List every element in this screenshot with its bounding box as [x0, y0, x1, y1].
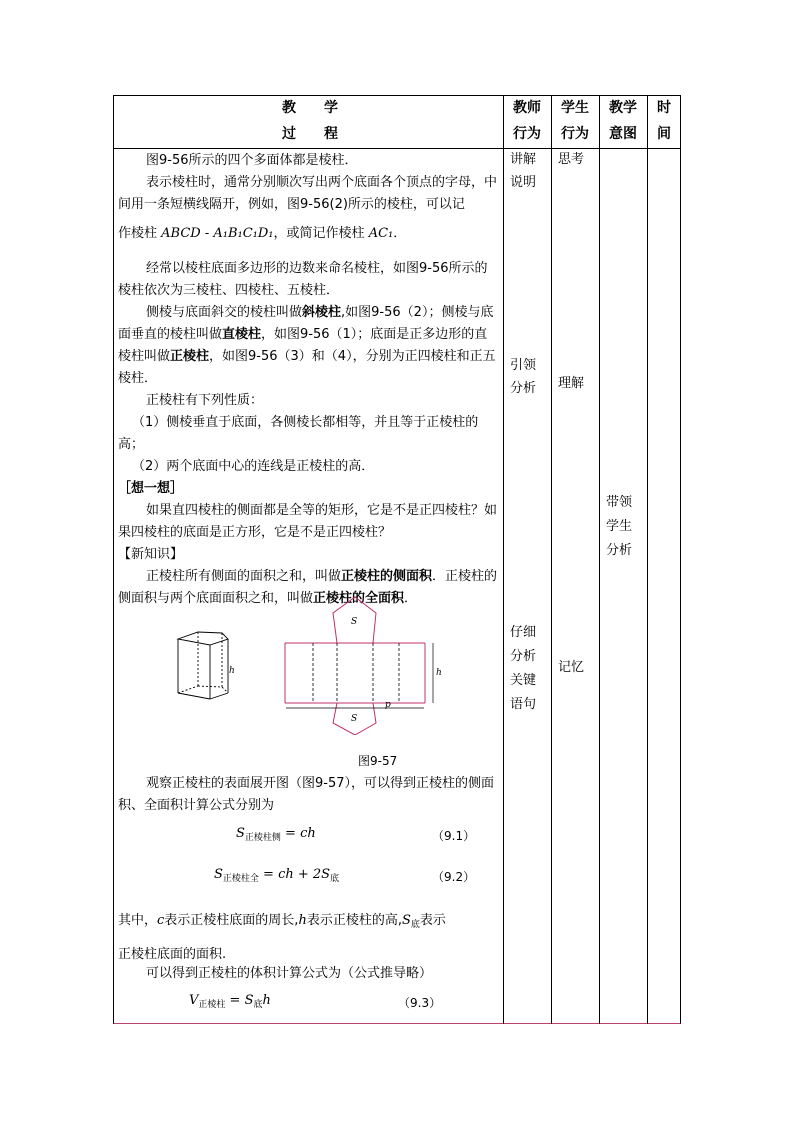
student-note: 理解 — [558, 376, 585, 391]
paragraph: 图9-56所示的四个多面体都是棱柱． — [146, 153, 358, 168]
term: 正棱柱的全面积 — [313, 591, 405, 606]
text-run: ． — [404, 591, 418, 606]
formula-subscript: 底 — [410, 920, 420, 930]
paragraph: （2）两个底面中心的连线是正棱柱的高． — [132, 459, 375, 474]
formula-subscript: 正棱柱 — [198, 1000, 226, 1010]
note-text: 分析 — [510, 381, 537, 396]
process-content-lower — [118, 773, 498, 817]
paragraph — [118, 302, 498, 390]
text-run: ． — [393, 226, 407, 241]
formula-expression: = S — [225, 993, 254, 1008]
paragraph — [118, 216, 498, 252]
paragraph: 表示棱柱时，通常分别顺次写出两个底面各个顶点的字母，中间用一条短横线隔开，例如，图9-56(2)所示的棱柱，可以记 — [118, 175, 498, 212]
header-intent — [599, 95, 647, 147]
section-title: 【新知识】 — [118, 547, 184, 562]
note-text: 语句 — [510, 697, 537, 712]
header-text: 教 学 — [282, 100, 338, 116]
header-text: 时 — [657, 100, 671, 116]
note-text: 引领 — [510, 358, 537, 373]
figure-caption: 图9-57 — [358, 754, 398, 768]
formula-number: （9.2） — [432, 870, 476, 884]
header-text: 教学 — [609, 100, 637, 116]
prism-short-notation: AC₁ — [368, 226, 394, 241]
teacher-note-3 — [510, 621, 536, 717]
note-text: 带领 — [606, 495, 633, 510]
text-run: ，如图9-56（3）和（4），分别为正四棱柱和正五棱柱． — [118, 349, 496, 386]
note-text: 学生 — [606, 519, 633, 534]
term: 正棱柱的侧面积 — [341, 569, 433, 584]
label-h: h — [436, 668, 442, 678]
paragraph: 观察正棱柱的表面展开图（图9-57），可以得到正棱柱的侧面积、全面积计算公式分别为 — [118, 776, 495, 813]
text-run: 表示正棱柱底面的周长, — [164, 913, 299, 928]
col-divider — [503, 95, 504, 1024]
text-run: ,如图9-56（2）；侧棱与底面垂直的棱柱叫做 — [118, 305, 494, 342]
header-divider — [113, 148, 681, 149]
text-run: ．正棱柱的侧面积与两个底面面积之和，叫做 — [118, 569, 498, 606]
col-divider — [599, 95, 600, 1024]
paragraph — [118, 906, 498, 940]
text-run: 正棱柱所有侧面的面积之和，叫做 — [146, 569, 342, 584]
text-run: 侧棱与底面斜交的棱柱叫做 — [146, 305, 303, 320]
formula-symbol: S — [214, 867, 223, 882]
prism-notation: ABCD - A₁B₁C₁D₁ — [161, 226, 274, 241]
paragraph: 正棱柱有下列性质： — [146, 393, 264, 408]
paragraph: 正棱柱底面的面积. — [118, 947, 227, 962]
formula-expression: = ch + 2S — [258, 867, 331, 882]
formula-expression: = ch — [280, 826, 316, 841]
label-s: S — [351, 714, 358, 724]
net-folds — [313, 643, 399, 703]
prism-drawing — [178, 632, 228, 699]
text-run: 表示正棱柱的高, — [306, 913, 402, 928]
note-text: 仔细 — [510, 625, 537, 640]
formula-volume — [189, 993, 271, 1010]
symbol-c: c — [157, 913, 165, 928]
teacher-note-2 — [510, 354, 536, 400]
formula-symbol: V — [189, 993, 199, 1008]
header-text: 学生 — [561, 100, 589, 116]
formula-lateral-area — [236, 826, 316, 843]
intent-note — [606, 491, 632, 563]
note-text: 分析 — [606, 543, 633, 558]
header-process — [200, 95, 420, 147]
header-text: 意图 — [609, 126, 637, 142]
text-run: ，如图9-56（1）；底面是正多边形的直棱柱叫做 — [118, 327, 488, 364]
paragraph: （1）侧棱垂直于底面，各侧棱长都相等，并且等于正棱柱的高； — [118, 415, 479, 452]
note-text: 说明 — [510, 175, 537, 190]
symbol-s: S — [401, 913, 411, 928]
paragraph: 经常以棱柱底面多边形的边数来命名棱柱，如图9-56所示的棱柱依次为三棱柱、四棱柱、五棱柱． — [118, 261, 488, 298]
header-text: 间 — [657, 126, 671, 142]
note-text: 关键 — [510, 673, 537, 688]
text-run: ，或简记作棱柱 — [273, 226, 365, 241]
formula-subscript: 底 — [253, 1000, 263, 1010]
formula-subscript: 正棱柱侧 — [244, 833, 281, 843]
teacher-note-1 — [510, 148, 536, 194]
header-text: 行为 — [513, 126, 541, 142]
section-title: ［想一想］ — [118, 481, 184, 496]
text-run: 作棱柱 — [118, 226, 158, 241]
label-s: S — [351, 617, 358, 627]
header-teacher — [503, 95, 551, 147]
header-text: 教师 — [513, 100, 541, 116]
header-text: 过 程 — [282, 126, 338, 142]
formula-subscript: 底 — [330, 874, 340, 884]
formula-subscript: 正棱柱全 — [222, 874, 259, 884]
process-content-explain — [118, 906, 498, 970]
note-text: 分析 — [510, 649, 537, 664]
formula-number: （9.1） — [432, 829, 476, 843]
label-h: h — [229, 666, 235, 676]
header-time — [647, 95, 681, 147]
formula-number: （9.3） — [398, 996, 442, 1010]
paragraph: 可以得到正棱柱的体积计算公式为（公式推导略） — [146, 966, 433, 981]
student-note: 记忆 — [558, 660, 585, 675]
col-divider — [551, 95, 552, 1024]
note-text: 讲解 — [510, 152, 537, 167]
term: 斜棱柱 — [302, 305, 342, 320]
col-divider — [647, 95, 648, 1024]
paragraph: 如果直四棱柱的侧面都是全等的矩形，它是不是正四棱柱？如果四棱柱的底面是正方形，它是不是正四棱柱？ — [118, 503, 498, 540]
symbol-h: h — [298, 913, 307, 928]
formula-expression: h — [262, 993, 271, 1008]
formula-symbol: S — [236, 826, 245, 841]
term: 正棱柱 — [170, 349, 210, 364]
figure-prism-net — [170, 595, 460, 735]
process-content-volume — [118, 963, 498, 985]
student-note: 思考 — [558, 152, 585, 167]
process-content — [118, 150, 498, 610]
term: 直棱柱 — [222, 327, 262, 342]
text-run: 其中， — [118, 913, 158, 928]
header-text: 行为 — [561, 126, 589, 142]
header-student — [551, 95, 599, 147]
formula-total-area — [214, 867, 339, 884]
dimension-lines — [286, 643, 433, 708]
label-p: p — [385, 700, 391, 710]
text-run: 表示 — [419, 913, 446, 928]
